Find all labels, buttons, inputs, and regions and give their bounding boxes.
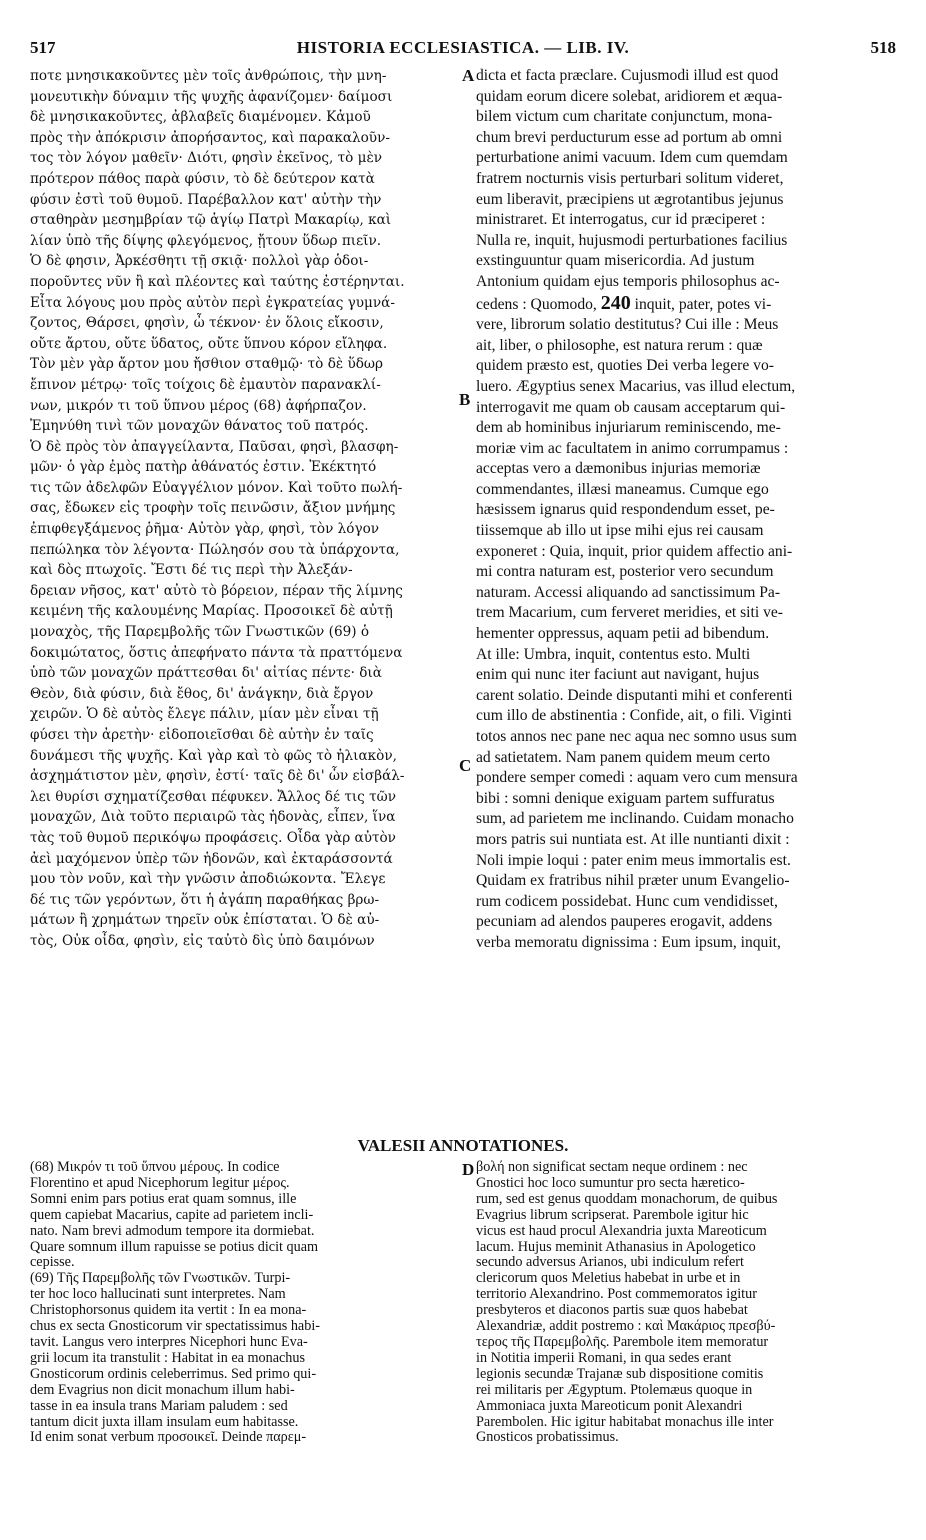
latin-text-line: perturbatione animi vacuum. Idem cum quemdam bbox=[476, 149, 788, 167]
latin-text-line: vere, librorum solatio destitutus? Cui ille : Meus bbox=[476, 316, 779, 334]
latin-text-line: luero. Ægyptius senex Macarius, vas illud electum, bbox=[476, 377, 796, 395]
annotation-line: (68) Μικρόν τι τοῦ ὕπνου μέρους. In codice bbox=[30, 1160, 280, 1175]
latin-text-line: moriæ vim ac facultatem in animo corrumpamus : bbox=[476, 439, 789, 457]
annotation-line: Quare somnum illum rapuisse se potius dicit quam bbox=[30, 1239, 319, 1255]
greek-text-line: δυνάμεσι τῆς ψυχῆς. Καὶ γὰρ καὶ τὸ φῶς τὸ ἡλιακὸν, bbox=[30, 747, 397, 764]
latin-text-line: interrogavit me quam ob causam acceptarum qui- bbox=[476, 398, 786, 416]
greek-text-line: ποροῦντες νῦν ἢ καὶ πλέοντες καὶ ταύτης ἐστέρηνται. bbox=[30, 273, 405, 290]
running-title: HISTORIA ECCLESIASTICA. — LIB. IV. bbox=[296, 38, 630, 57]
greek-text-line: Ὁ δὲ πρὸς τὸν ἀπαγγείλαντα, Παῦσαι, φησὶ, βλασφη- bbox=[30, 438, 399, 455]
latin-text-line: rum codicem possidebat. Hunc cum vendidisset, bbox=[476, 892, 778, 910]
latin-text-line: exponeret : Quia, inquit, prior quidem affectio ani- bbox=[476, 542, 793, 560]
latin-text-line: At ille: Umbra, inquit, contentus esto. Multi bbox=[476, 645, 751, 663]
greek-text-line: μάτων ἢ χρημάτων τηρεῖν οὐκ ἐπίσταται. Ὁ δὲ αὐ- bbox=[30, 912, 380, 929]
annotation-line: nato. Nam brevi admodum tempore ita dormiebat. bbox=[30, 1223, 315, 1239]
latin-text-line: pecuniam ad alendos pauperes erogavit, addens bbox=[476, 913, 773, 931]
annotations-right-column bbox=[476, 1160, 894, 1446]
latin-text-line: totos annos nec pane nec aqua nec somno usus sum bbox=[476, 728, 797, 745]
greek-text-line: πρότερον πάθος παρὰ φύσιν, τὸ δὲ δεύτερον κατὰ bbox=[30, 170, 375, 187]
annotation-line: rum, sed est genus quoddam monachorum, de quibus bbox=[476, 1191, 778, 1207]
greek-text-line: φύσιν ἐστὶ τοῦ θυμοῦ. Παρέβαλλον κατ' αὐτὴν τὴν bbox=[30, 191, 382, 208]
annotation-line: in Notitia imperii Romani, in qua sedes erant bbox=[476, 1350, 732, 1366]
greek-text-line: Θεὸν, διὰ φύσιν, διὰ ἔθος, δι' ἀνάγκην, διὰ ἔργον bbox=[30, 685, 374, 702]
latin-text-line: ait, liber, o philosophe, est natura rerum : quæ bbox=[476, 336, 763, 354]
latin-text-line: verba memoratu dignissima : Eum ipsum, inquit, bbox=[476, 933, 781, 951]
latin-text-line: cum illo de abstinentia : Confide, ait, o fili. Viginti bbox=[476, 707, 792, 725]
latin-text-line: trem Macarium, cum ferveret meridies, et siti ve- bbox=[476, 604, 783, 622]
greek-text-line: τὸς, Οὐκ οἶδα, φησὶν, εἰς ταὐτὸ δὶς ὑπὸ δαιμόνων bbox=[30, 932, 375, 949]
page-number-left: 517 bbox=[30, 38, 56, 57]
annotation-line: vicus est haud procul Alexandria juxta Mareoticum bbox=[476, 1223, 767, 1239]
annotation-line: Gnostici hoc loco sumuntur pro secta hæretico- bbox=[476, 1175, 745, 1191]
latin-text-line: naturam. Accessi aliquando ad sanctissimum Pa- bbox=[476, 583, 781, 601]
annotation-line: cepisse. bbox=[30, 1255, 75, 1271]
annotation-line: βολή non significat sectam neque ordinem : nec bbox=[476, 1160, 748, 1175]
greek-text-line: Ὁ δὲ φησιν, Ἀρκέσθητι τῇ σκιᾷ· πολλοὶ γὰρ ὁδοι- bbox=[30, 253, 369, 270]
annotation-line: Id enim sonat verbum προσοικεῖ. Deinde παρεμ- bbox=[30, 1430, 307, 1446]
latin-text-line: fratrem nocturnis visis perturbari solitum videret, bbox=[476, 169, 784, 187]
latin-text-line: Nulla re, inquit, hujusmodi perturbationes facilius bbox=[476, 231, 788, 249]
greek-text-line: μοναχὸς, τῆς Παρεμβολῆς τῶν Γνωστικῶν (69) ὁ bbox=[30, 624, 370, 641]
greek-text-line: λει θυρίσι σχηματίζεσθαι πέφυκεν. Ἄλλος δέ τις τῶν bbox=[30, 788, 396, 805]
greek-text-line: πεπώληκα τὸν λέγοντα· Πώλησόν σου τὰ ὑπάρχοντα, bbox=[30, 541, 400, 558]
greek-text-line: μῶν· ὁ γὰρ ἐμὸς πατὴρ ἀθάνατός ἐστιν. Ἐκέκτητό bbox=[30, 459, 377, 476]
latin-text-line: acceptas vero a dæmonibus injurias memoriæ bbox=[476, 460, 761, 478]
latin-text-line: chum brevi perducturum esse ad portum ab omni bbox=[476, 128, 783, 146]
greek-text-line: πρὸς τὴν ἀπόκρισιν ἀπορήσαντος, καὶ παρακαλοῦν- bbox=[30, 129, 390, 146]
latin-text-line: Antonium quidam ejus temporis philosophus ac- bbox=[476, 272, 780, 290]
annotation-line: Christophorsonus quidem ita vertit : In ea mona- bbox=[30, 1303, 307, 1319]
greek-text-line: μου τὸν νοῦν, καὶ τὴν γνῶσιν ἀποδιώκοντα. Ἔλεγε bbox=[30, 871, 386, 888]
latin-text-column bbox=[476, 66, 894, 954]
page-number-right: 518 bbox=[870, 38, 896, 57]
greek-text-line: δοκιμώτατος, ὅστις ἀπεφήνατο πάντα τὰ πραττόμενα bbox=[30, 644, 403, 661]
annotation-line: chus ex secta Gnosticorum vir spectatissimus habi- bbox=[30, 1319, 320, 1335]
greek-text-line: ἀεὶ μαχόμενον ὑπὲρ τῶν ἡδονῶν, καὶ ἐκταράσσοντά bbox=[30, 850, 393, 867]
annotation-line: Florentino et apud Nicephorum legitur μέρος. bbox=[30, 1175, 290, 1191]
annotations-left-column bbox=[30, 1160, 460, 1446]
section-marker-c: C bbox=[459, 756, 472, 775]
greek-text-line: μονευτικὴν δύναμιν τῆς ψυχῆς ἀφανίζομεν· δαίμοσι bbox=[30, 88, 393, 105]
latin-text-line: quidam eorum dicere solebat, aridiorem et æqua- bbox=[476, 87, 783, 105]
annotation-line: (69) Τῆς Παρεμβολῆς τῶν Γνωστικῶν. Turpi- bbox=[30, 1271, 291, 1287]
greek-text-line: χειρῶν. Ὁ δὲ αὐτὸς ἔλεγε πάλιν, μίαν μὲν εἶναι τῇ bbox=[30, 706, 379, 723]
annotation-line: lacum. Hujus meminit Athanasius in Apologetico bbox=[476, 1239, 756, 1255]
annotation-line: tantum dicit juxta illam insulam eum habitasse. bbox=[30, 1414, 299, 1430]
greek-text-line: σας, ἔδωκεν εἰς τροφὴν τοῖς πεινῶσιν, ἄξιον μνήμης bbox=[30, 500, 396, 517]
latin-text-line: exstinguuntur quam misericordia. Ad justum bbox=[476, 252, 755, 270]
latin-text-line: cedens : Quomodo, 240 inquit, pater, potes vi- bbox=[476, 292, 772, 314]
annotation-line: Parembolen. Hic igitur habitabat monachus ille inter bbox=[476, 1414, 774, 1430]
annotation-line: presbyteros et diaconos partis suæ quos habebat bbox=[476, 1303, 748, 1319]
greek-text-line: φύσει τὴν ἀρετὴν· εἰδοποιεῖσθαι δὲ αὐτὴν ἐν ταῖς bbox=[30, 727, 374, 743]
greek-text-line: ἐπιφθεγξάμενος ῥῆμα· Αὐτὸν γὰρ, φησὶ, τὸν λόγον bbox=[30, 521, 380, 538]
annotation-line: Ammoniaca juxta Mareoticum ponit Alexandri bbox=[476, 1398, 743, 1414]
latin-text-line: carent solatio. Deinde disputanti mihi et conferenti bbox=[476, 686, 793, 704]
annotation-line: territorio Alexandrino. Post commemoratos igitur bbox=[476, 1287, 757, 1303]
greek-text-line: τις τῶν ἀδελφῶν Εὐαγγέλιον μόνον. Καὶ τοῦτο πωλή- bbox=[30, 479, 403, 496]
greek-text-line: δὲ μνησικακοῦντες, ἀβλαβεῖς διαμένομεν. Κἀμοῦ bbox=[30, 109, 371, 126]
greek-text-line: ποτε μνησικακοῦντες μὲν τοῖς ἀνθρώποις, τὴν μνη- bbox=[30, 68, 387, 84]
greek-text-line: τὰς τοῦ θυμοῦ περικόψω προφάσεις. Οἶδα γὰρ αὐτὸν bbox=[30, 829, 396, 846]
latin-text-line: mors patris sui nuntiata est. At ille nuntianti dixit : bbox=[476, 830, 790, 848]
greek-text-line: Ἐμηνύθη τινὶ τῶν μοναχῶν θάνατος τοῦ πατρός. bbox=[30, 418, 369, 435]
greek-text-line: δέ τις τῶν γερόντων, ὅτι ἡ ἀγάπη παραθήκας βρω- bbox=[30, 891, 380, 908]
annotation-line: dem Evagrius non dicit monachum illum habi- bbox=[30, 1382, 295, 1398]
greek-text-line: ἀσχημάτιστον μὲν, φησὶν, ἐστί· ταῖς δὲ δι' ὧν εἰσβάλ- bbox=[30, 768, 405, 785]
section-marker-a: A bbox=[462, 66, 475, 85]
latin-text-line: commendantes, illæsi maneamus. Cumque ego bbox=[476, 480, 769, 498]
annotation-line: secundo adversus Arianos, ubi indiculum refert bbox=[476, 1255, 744, 1271]
greek-text-line: ὑπὸ τῶν μοναχῶν πράττεσθαι δι' αἰτίας πέντε· διὰ bbox=[30, 665, 382, 682]
latin-text-line: hementer oppressus, aquam petii ad bibendum. bbox=[476, 625, 770, 643]
greek-text-line: λίαν ὑπὸ τῆς δίψης φλεγόμενος, ᾔτουν ὕδωρ πιεῖν. bbox=[30, 232, 382, 249]
annotation-line: rei militaris per Ægyptum. Ptolemæus quoque in bbox=[476, 1382, 753, 1398]
annotation-line: Alexandriæ, addit postremo : καὶ Μακάριος πρεσβύ- bbox=[476, 1319, 776, 1335]
greek-text-line: οὔτε ἄρτου, οὔτε ὕδατος, οὔτε ὕπνου κόρον εἴληφα. bbox=[30, 335, 388, 352]
annotation-line: ter hoc loco hallucinati sunt interpretes. Nam bbox=[30, 1287, 286, 1303]
latin-text-line: pondere semper comedi : aquam vero cum mensura bbox=[476, 769, 798, 787]
greek-text-line: τος τὸν λόγον μαθεῖν· Διότι, φησὶν ἐκεῖνος, τὸ μὲν bbox=[30, 150, 383, 167]
latin-text-line: Quidam ex fratribus nihil præter unum Evangelio- bbox=[476, 872, 790, 890]
latin-text-line: Noli impie loqui : pater enim meus immortalis est. bbox=[476, 851, 791, 869]
page-header bbox=[30, 38, 896, 62]
latin-line-continuation: inquit, pater, potes vi- bbox=[630, 295, 772, 313]
greek-text-line: νων, μικρόν τι τοῦ ὕπνου μέρος (68) ἀφήρπαζον. bbox=[30, 397, 367, 414]
annotation-line: tavit. Langus vero interpres Nicephori hunc Eva- bbox=[30, 1334, 308, 1350]
greek-text-line: ἔπινον μέτρῳ· τοῖς τοίχοις δὲ ἐμαυτὸν παρανακλί- bbox=[30, 376, 381, 393]
latin-text-line: quidem præsto est, quoties Dei verba legere vo- bbox=[476, 357, 774, 375]
greek-text-line: ζοντος, Θάρσει, φησὶν, ὦ τέκνον· ἐν ὅλοις εἴκοσιν, bbox=[30, 315, 384, 332]
annotation-line: quem capiebat Macarius, capite ad parietem incli- bbox=[30, 1207, 314, 1223]
annotation-line: clericorum quos Meletius habebat in urbe et in bbox=[476, 1271, 741, 1287]
greek-text-line: μοναχῶν, Διὰ τοῦτο περιαιρῶ τὰς ἡδονὰς, εἶπεν, ἵνα bbox=[30, 809, 396, 826]
inline-page-number: 240 bbox=[600, 292, 631, 314]
greek-text-line: κειμένη τῆς καλουμένης Μαρίας. Προσοικεῖ δὲ αὐτῇ bbox=[30, 603, 393, 620]
greek-text-line: καὶ δὸς πτωχοῖς. Ἔστι δέ τις περὶ τὴν Ἀλεξάν- bbox=[30, 562, 353, 579]
annotations-title: VALESII ANNOTATIONES. bbox=[357, 1136, 569, 1155]
latin-text-line: tiissemque ab illo ut ipse mihi ejus rei causam bbox=[476, 522, 764, 540]
latin-text-line: bilem victum cum charitate conjunctum, mona- bbox=[476, 108, 773, 126]
annotation-line: tasse in ea insula trans Mariam paludem : sed bbox=[30, 1398, 288, 1414]
greek-text-line: Εἶτα λόγους μου πρὸς αὐτὸν περὶ ἐγκρατείας γυμνά- bbox=[30, 294, 395, 311]
greek-text-line: δρειαν νῆσος, κατ' αὐτὸ τὸ βόρειον, πέραν τῆς λίμνης bbox=[30, 582, 403, 599]
latin-text-line: dicta et facta præclare. Cujusmodi illud est quod bbox=[476, 67, 779, 84]
latin-text-line: enim qui nunc iter faciunt aut navigant, hujus bbox=[476, 666, 760, 684]
greek-text-line: Τὸν μὲν γὰρ ἄρτον μου ἤσθιον σταθμῷ· τὸ δὲ ὕδωρ bbox=[30, 356, 384, 373]
greek-text-line: σταθηρὰν μεσημβρίαν τῷ ἁγίῳ Πατρὶ Μακαρίῳ, καὶ bbox=[30, 212, 392, 229]
latin-text-line: hæsissem ignarus quid respondendum esset, pe- bbox=[476, 501, 775, 519]
greek-text-column bbox=[30, 66, 460, 952]
annotation-line: Gnosticorum ordinis celeberrimus. Sed primo qui- bbox=[30, 1366, 317, 1382]
annotation-line: Evagrius librum scripserat. Parembole igitur hic bbox=[476, 1207, 749, 1223]
latin-text-line: ministraret. Et interrogatus, cur id præciperet : bbox=[476, 211, 766, 229]
annotation-line: grii locum ita transtulit : Habitat in ea monachus bbox=[30, 1350, 306, 1366]
latin-text-line: ad satietatem. Nam panem quidem meum certo bbox=[476, 748, 771, 766]
latin-text-line: eum liberavit, præcipiens ut ægrotantibus jejunus bbox=[476, 190, 784, 208]
annotation-line: Somni enim pars potius erat quam somnus, ille bbox=[30, 1191, 297, 1207]
annotation-line: Gnosticos probatissimus. bbox=[476, 1430, 619, 1446]
annotation-line: τερος τῆς Παρεμβολῆς. Parembole item memoratur bbox=[476, 1334, 769, 1350]
section-marker-b: B bbox=[459, 390, 471, 409]
latin-text-line: sum, ad parietem me inclinando. Cuidam monacho bbox=[476, 810, 794, 828]
section-marker-d: D bbox=[462, 1160, 475, 1179]
annotation-line: legionis secundæ Trajanæ sub dispositione comitis bbox=[476, 1366, 764, 1382]
latin-text-line: dem ab hominibus injuriarum reminiscendo, me- bbox=[476, 419, 781, 437]
latin-text-line: bibi : somni denique exiguam partem suffuratus bbox=[476, 789, 775, 807]
latin-text-line: mi contra naturam est, posterior vero secundum bbox=[476, 563, 774, 581]
